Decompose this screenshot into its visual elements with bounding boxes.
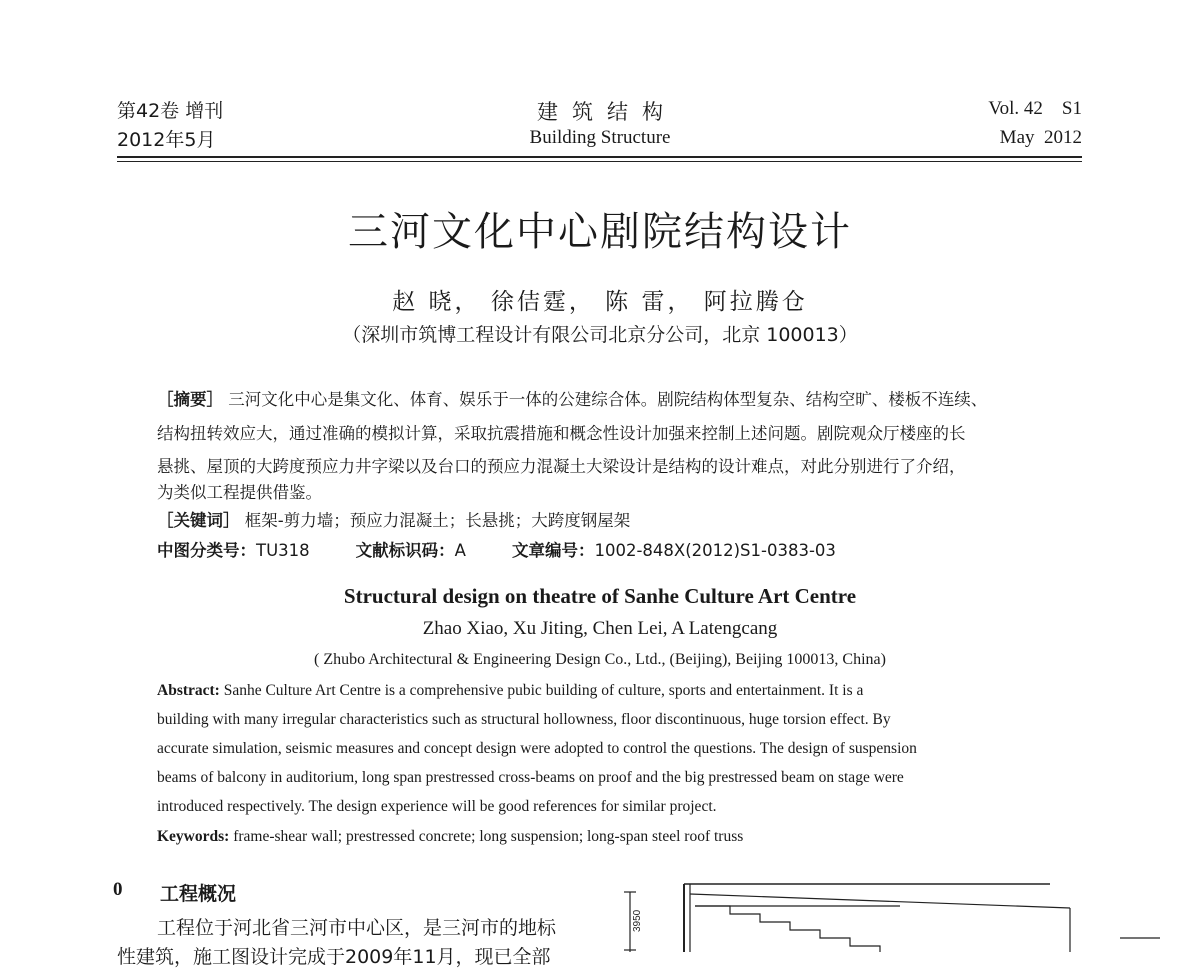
- stair-profile: [695, 906, 880, 952]
- keywords-cn: ［关键词］ 框架-剪力墙；预应力混凝土；长悬挑；大跨度钢屋架: [157, 511, 631, 530]
- section-number: 0: [113, 879, 123, 900]
- abstract-cn-line: ［摘要］ 三河文化中心是集文化、体育、娱乐于一体的公建综合体。剧院结构体型复杂、结构空旷、楼板不连续、: [157, 390, 988, 409]
- abstract-en-line: building with many irregular characteristics such as structural hollowness, floor discontinuous, huge torsion effect. By: [157, 711, 891, 728]
- clc-value: TU318: [256, 541, 310, 560]
- doc-code-value: A: [454, 541, 466, 560]
- abstract-cn-line: 悬挑、屋顶的大跨度预应力井字梁以及台口的预应力混凝土大梁设计是结构的设计难点，对此分别进行了介绍，: [157, 457, 966, 476]
- clc-label: 中图分类号：: [157, 541, 256, 560]
- article-no-value: 1002-848X(2012)S1-0383-03: [594, 541, 836, 560]
- article-title-cn: 三河文化中心剧院结构设计: [348, 209, 852, 255]
- keywords-en-label: Keywords:: [157, 828, 230, 845]
- header-volume-cn: 第42卷 增刊: [117, 100, 224, 122]
- abstract-cn-label: ［摘要］: [157, 390, 223, 409]
- doc-code-label: 文献标识码：: [355, 541, 455, 560]
- article-no-label: 文章编号：: [511, 541, 595, 560]
- section-title: 工程概况: [160, 883, 237, 905]
- affiliation-cn: （深圳市筑博工程设计有限公司北京分公司，北京 100013）: [342, 324, 858, 346]
- header-journal-cn: 建筑结构: [537, 100, 677, 124]
- abstract-cn-line: 为类似工程提供借鉴。: [157, 483, 322, 502]
- keywords-cn-label: ［关键词］: [157, 511, 240, 530]
- abstract-cn-line: 结构扭转效应大，通过准确的模拟计算，采取抗震措施和概念性设计加强来控制上述问题。剧院观众厅楼座的长: [157, 424, 966, 443]
- body-text-line: 工程位于河北省三河市中心区，是三河市的地标: [157, 917, 557, 939]
- header-volume-en: Vol. 42 S1: [988, 98, 1082, 119]
- abstract-en-label: Abstract:: [157, 682, 220, 699]
- header-rule-thin: [117, 161, 1082, 162]
- article-title-en: Structural design on theatre of Sanhe Culture Art Centre: [343, 584, 857, 608]
- abstract-en-line: introduced respectively. The design experience will be good references for similar project.: [157, 798, 717, 815]
- body-text-line: 性建筑，施工图设计完成于2009年11月，现已全部: [117, 946, 551, 968]
- abstract-en-line: accurate simulation, seismic measures and concept design were adopted to control the questions. The design of suspension: [157, 740, 917, 757]
- abstract-en-line: beams of balcony in auditorium, long span prestressed cross-beams on proof and the big prestressed beam on stage were: [157, 769, 904, 786]
- authors-en: Zhao Xiao, Xu Jiting, Chen Lei, A Latengcang: [422, 618, 778, 639]
- abstract-en-line: Abstract: Sanhe Culture Art Centre is a comprehensive pubic building of culture, sports and entertainment. It is a: [157, 682, 864, 699]
- affiliation-en: ( Zhubo Architectural & Engineering Design Co., Ltd., (Beijing), Beijing 100013, China): [314, 651, 886, 668]
- header-date-en: May 2012: [999, 127, 1082, 148]
- header-journal-en: Building Structure: [529, 127, 671, 148]
- classification-row: [157, 537, 836, 561]
- section-drawing: [600, 872, 1200, 952]
- dimension-label: 3950: [632, 909, 643, 932]
- header-rule-thick: [117, 156, 1082, 158]
- header-date-cn: 2012年5月: [117, 129, 216, 151]
- keywords-en: Keywords: frame-shear wall; prestressed concrete; long suspension; long-span steel roof truss: [157, 828, 744, 845]
- authors-cn: 赵 晓， 徐佶霆， 陈 雷， 阿拉腾仓: [392, 289, 808, 315]
